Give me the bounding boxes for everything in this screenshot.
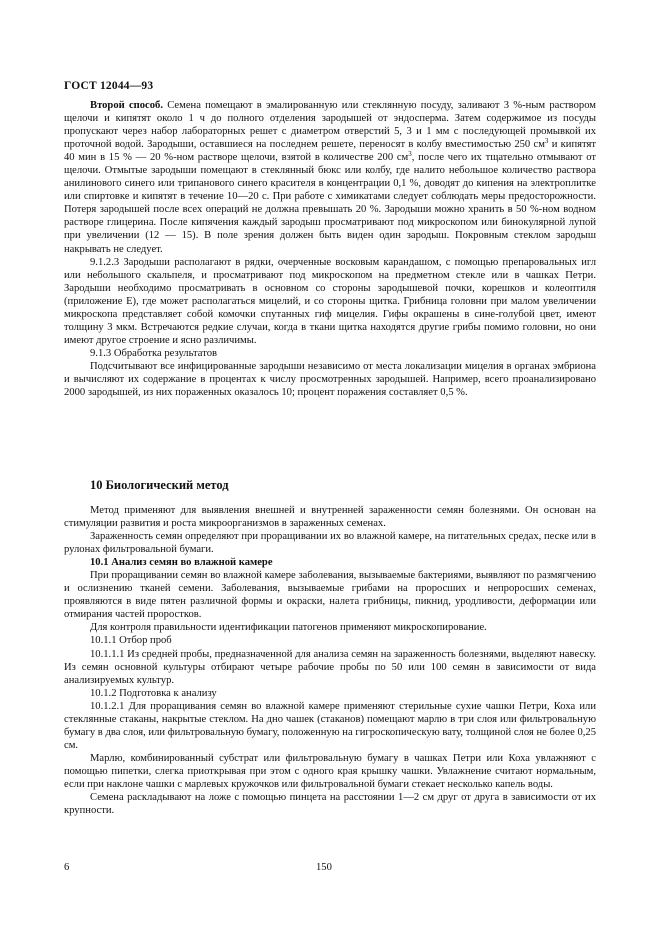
section-10-title: 10 Биологический метод bbox=[90, 478, 229, 492]
paragraph-9-1-3: 9.1.3 Обработка результатов bbox=[90, 347, 217, 359]
paragraph: Зараженность семян определяют при проращивании их во влажной камере, на питательных средах, песке или в рулонах фильтровальной бумаги. bbox=[64, 531, 596, 556]
section-9-text bbox=[64, 99, 596, 399]
text-span: и кипятят 40 мин в 15 % — 20 %-ном растворе щелочи, взятой в количестве 200 см bbox=[64, 139, 596, 164]
text-span: , после чего их тщательно отмывают от щелочи. Отмытые зародыши помещают в стеклянный бюкс или колбу, где налито небольшое количество раствора анилинового синего или трипанового синего красителя в концентрации 0,1 %, доводят до кипения на электроплитке или спиртовке и кипятят в течение 10—20 с. При работе с химикатами следует соблюдать меры предосторожности. Потеря зародышей после всех операций не должна превышать 20 %. Зародыши можно хранить в 50 %-ном водном растворе глицерина. После кипячения каждый зародыш просматривают под микроскопом или бинокулярной лупой при увеличении (12 — 15). В поле зрения должен быть виден один зародыш. Покровным стеклом зародыш накрывать не следует. bbox=[64, 152, 596, 255]
superscript: 3 bbox=[544, 137, 549, 146]
paragraph: Для контроля правильности идентификации патогенов применяют микроскопирование. bbox=[90, 622, 487, 634]
section-10-text bbox=[64, 504, 596, 817]
second-method-label: Второй способ. bbox=[90, 100, 163, 111]
paragraph: 10.1.2.1 Для проращивания семян во влажной камере применяют стерильные сухие чашки Петри, Коха или стеклянные стаканы, накрытые стеклом. На дно чашек (стаканов) помещают марлю в три слоя или фильтровальную бумагу в два слоя, или фильтровальную бумагу, положенную на гигроскопическую вату, толщиной слоя не более 0,25 см. bbox=[64, 700, 596, 751]
paragraph: Семена раскладывают на ложе с помощью пинцета на расстоянии 1—2 см друг от друга в зависимости от их крупности. bbox=[64, 792, 596, 817]
paragraph: 10.1.1 Отбор проб bbox=[90, 635, 172, 647]
superscript: 3 bbox=[408, 150, 412, 159]
paragraph-second-method bbox=[64, 99, 596, 256]
text-span: Семена помещают в эмалированную или стеклянную посуду, заливают 3 %-ным раствором щелочи и кипятят около 1 ч до полного отделения зародышей от эндосперма. Затем содержимое из посуды пропускают через набор лабораторных решет с диаметром отверстий 5, 3 и 1 мм с последующей промывкой их проточной водой. Зародыши, оставшиеся на последнем решете, переносят в колбу вместимостью 250 см bbox=[64, 100, 596, 151]
page-number-left: 6 bbox=[64, 862, 70, 873]
standard-header: ГОСТ 12044—93 bbox=[64, 80, 154, 92]
paragraph: 10.1.1.1 Из средней пробы, предназначенной для анализа семян на зараженность болезнями, выделяют навеску. Из семян основной культуры отбирают четыре рабочие пробы по 50 или 100 семян в зависимости от вида анализируемых культур. bbox=[64, 648, 596, 686]
paragraph-9-1-2-3: 9.1.2.3 Зародыши располагают в рядки, очерченные восковым карандашом, с помощью препаровальных игл или небольшого скальпеля, и просматривают под микроскопом на предметном стекле или в чашках Петри. Зародыши необходимо просматривать в основном со стороны зародышевой почки, корешков и колеоптиля (приложение Е), где может располагаться мицелий, и со стороны щитка. Грибница головни при малом увеличении микроскопа представляет собой комочки спутанных гиф мицелия. Гифы окрашены в сине-голубой цвет, имеют толщину 3 мкм. Встречаются редкие случаи, когда в ткани щитка находятся другие грибы помимо головни, но они имеют другое строение и ясно различимы. bbox=[64, 256, 596, 346]
paragraph: Метод применяют для выявления внешней и внутренней зараженности семян болезнями. Он основан на стимуляции развития и роста микроорганизмов в зараженных семенах. bbox=[64, 505, 596, 530]
paragraph-results: Подсчитывают все инфицированные зародыши независимо от места локализации мицелия в органах эмбриона и вычисляют их содержание в процентах к числу просмотренных зародышей. Например, всего проанализировано 2000 зародышей, из них пораженных оказалось 10; процент поражения составляет 0,5 %. bbox=[64, 360, 596, 399]
paragraph: 10.1.2 Подготовка к анализу bbox=[90, 687, 217, 699]
paragraph: При проращивании семян во влажной камере заболевания, вызываемые бактериями, выявляют по размягчению и ослизнению тканей семени. Заболевания, вызываемые грибами на проросших и непроросших семенах, проявляются в виде пятен различной формы и окраски, налета грибницы, пикнид, уродливости, деформации или отмирания частей проростков. bbox=[64, 570, 596, 621]
subsection-10-1-title: 10.1 Анализ семян во влажной камере bbox=[90, 557, 273, 569]
paragraph: Марлю, комбинированный субстрат или фильтровальную бумагу в чашках Петри или Коха увлажняют с помощью пипетки, слегка приоткрывая при этом с одного края крышку чашки. Увлажнение считают нормальным, если при наклоне чашки с марлевых кружочков или фильтровальной бумаги стекает несколько капель воды. bbox=[64, 752, 596, 790]
page-number-center: 150 bbox=[316, 862, 332, 873]
